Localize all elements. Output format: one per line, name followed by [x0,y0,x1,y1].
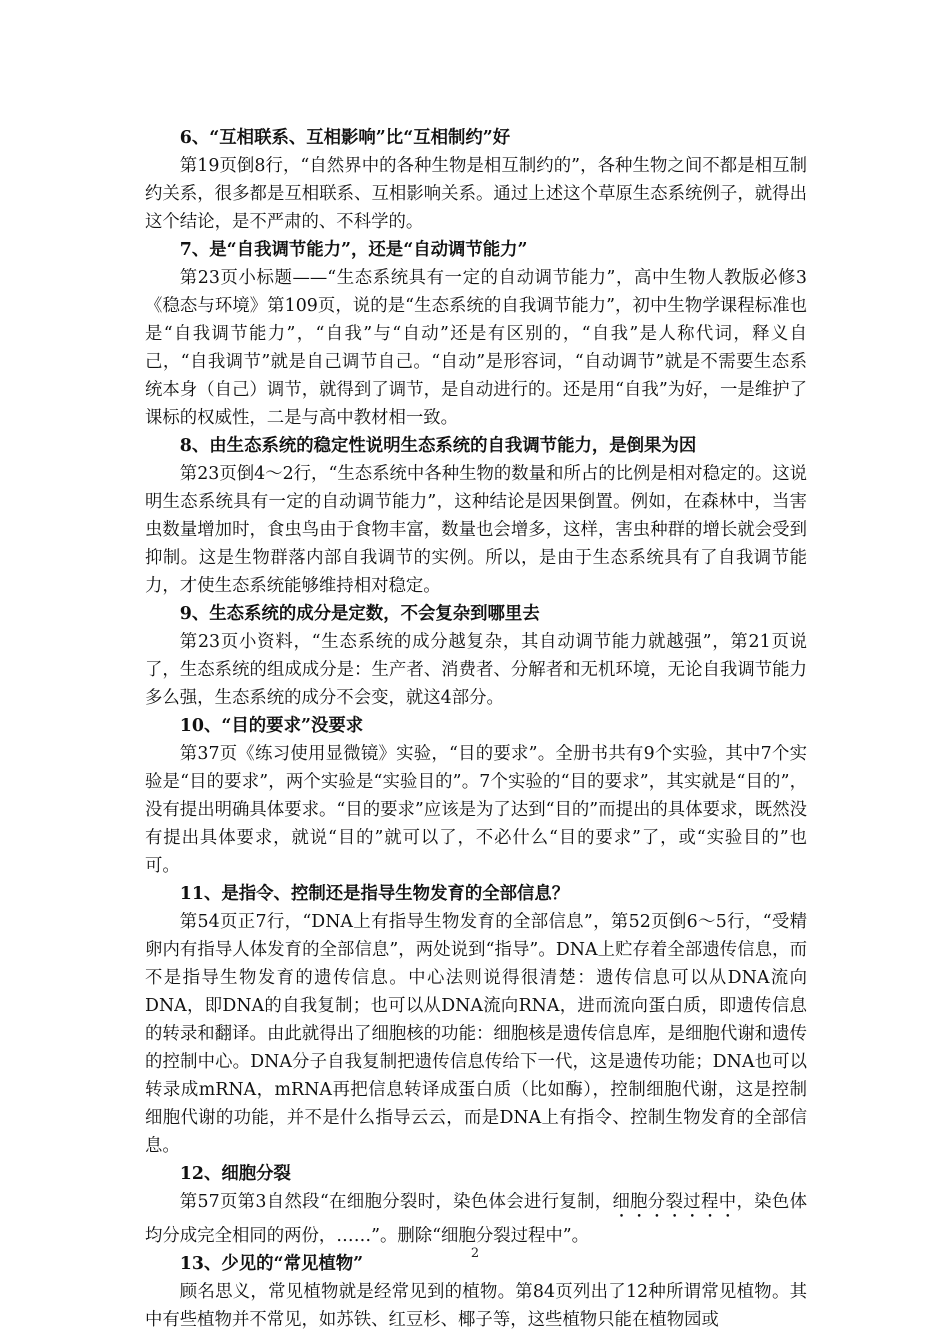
section-heading-8: 8、由生态系统的稳定性说明生态系统的自我调节能力，是倒果为因 [179,436,697,456]
emphasized-text: 细胞分裂过程中 [612,1192,737,1212]
section-body-12-after: ，染色体均分成完全相同的两份，……”。删除“细胞分裂过程中”。 [145,1192,807,1246]
section-body-9: 第23页小资料，“生态系统的成分越复杂，其自动调节能力就越强”，第21页说了，生态系统的组成成分是：生产者、消费者、分解者和无机环境，无论自我调节能力多么强，生态系统的成分不会变，就这4部分。 [145,632,807,708]
section-body-12 [145,1188,807,1250]
section-body-8: 第23页倒4～2行，“生态系统中各种生物的数量和所占的比例是相对稳定的。这说明生态系统具有一定的自动调节能力”，这种结论是因果倒置。例如，在森林中，当害虫数量增加时，食虫鸟由于食物丰富，数量也会增多，这样，害虫种群的增长就会受到抑制。这是生物群落内部自我调节的实例。所以，是由于生态系统具有了自我调节能力，才使生态系统能够维持相对稳定。 [145,464,807,596]
section-body-12-before: 第57页第3自然段“在细胞分裂时，染色体会进行复制， [179,1192,613,1212]
section-body-11: 第54页正7行，“DNA上有指导生物发育的全部信息”，第52页倒6～5行，“受精卵内有指导人体发育的全部信息”，两处说到“指导”。DNA上贮存着全部遗传信息，而不是指导生物发育的遗传信息。中心法则说得很清楚：遗传信息可以从DNA流向DNA，即DNA的自我复制；也可以从DNA流向RNA，进而流向蛋白质，即遗传信息的转录和翻译。由此就得出了细胞核的功能：细胞核是遗传信息库，是细胞代谢和遗传的控制中心。DNA分子自我复制把遗传信息传给下一代，这是遗传功能；DNA也可以转录成mRNA，mRNA再把信息转译成蛋白质（比如酶），控制细胞代谢，这是控制细胞代谢的功能，并不是什么指导云云，而是DNA上有指令、控制生物发育的全部信息。 [145,912,807,1156]
section-heading-10: 10、“目的要求”没要求 [179,716,364,736]
section-body-13: 顾名思义，常见植物就是经常见到的植物。第84页列出了12种所谓常见植物。其中有些植物并不常见，如苏铁、红豆杉、椰子等，这些植物只能在植物园或 [145,1282,807,1330]
section-body-7: 第23页小标题——“生态系统具有一定的自动调节能力”，高中生物人教版必修3《稳态与环境》第109页，说的是“生态系统的自我调节能力”，初中生物学课程标准也是“自我调节能力”，“自我”与“自动”还是有区别的，“自我”是人称代词，释义自己，“自我调节”就是自己调节自己。“自动”是形容词，“自动调节”就是不需要生态系统本身（自己）调节，就得到了调节，是自动进行的。还是用“自我”为好，一是维护了课标的权威性，二是与高中教材相一致。 [145,268,807,428]
page-number: 2 [470,1246,480,1261]
section-heading-9: 9、生态系统的成分是定数，不会复杂到哪里去 [179,604,540,624]
section-heading-11: 11、是指令、控制还是指导生物发育的全部信息？ [179,884,570,904]
section-heading-6: 6、“互相联系、互相影响”比“互相制约”好 [179,128,511,148]
section-body-10: 第37页《练习使用显微镜》实验，“目的要求”。全册书共有9个实验，其中7个实验是“目的要求”，两个实验是“实验目的”。7个实验的“目的要求”，其实就是“目的”，没有提出明确具体要求。“目的要求”应该是为了达到“目的”而提出的具体要求，既然没有提出具体要求，就说“目的”就可以了，不必什么“目的要求”了，或“实验目的”也可。 [145,744,807,876]
section-heading-13: 13、少见的“常见植物” [179,1254,364,1274]
section-heading-7: 7、是“自我调节能力”，还是“自动调节能力” [179,240,528,260]
section-body-6: 第19页倒8行，“自然界中的各种生物是相互制约的”，各种生物之间不都是相互制约关系，很多都是互相联系、互相影响关系。通过上述这个草原生态系统例子，就得出这个结论，是不严肃的、不科学的。 [145,156,807,232]
document-body [145,124,807,1334]
section-heading-12: 12、细胞分裂 [179,1164,291,1184]
